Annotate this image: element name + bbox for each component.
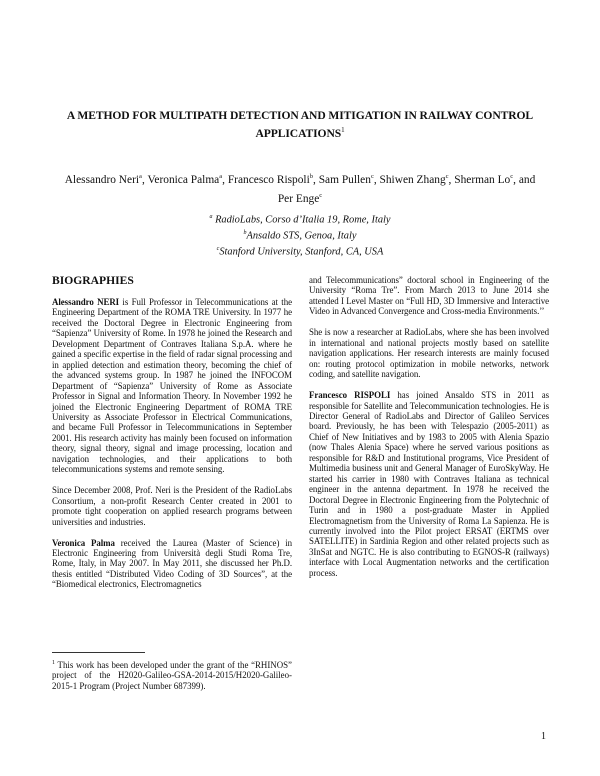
paragraph-text: and Telecommunications” doctoral school in Engineering of the University “Roma Tre”. From March 2013 to June 2014 she attended I Level Master on “Full HD, 3D Immersive and Interactive Video in Advanced Convergence and Cross-media Environments.’’ <box>309 275 549 317</box>
author-name: Per Enge <box>277 192 320 205</box>
bio-name: Veronica Palma <box>52 537 115 548</box>
paragraph <box>52 485 292 527</box>
paragraph-text: Since December 2008, Prof. Neri is the President of the RadioLabs Consortium, a non-profit Research Center created in 2001 to promote tight cooperation on applied research programs between universities and industries. <box>52 485 292 527</box>
paragraph-text: is Full Professor in Telecommunications at the Engineering Department of the ROMA TRE University. In 1977 he received the Doctoral Degree in Electronic Engineering from “Sapienza” University of Rome. In 1978 he joined the Research and Development Department of Contraves Italiana S.p.A. where he gained a specific expertise in the field of radar signal processing and in applied detection and estimation theory, becoming the chief of the advanced systems group. In 1987 he joined the INFOCOM Department of “Sapienza” University of Rome as Associate Professor in Signal and Information Theory. In November 1992 he joined the Electronic Engineering Department of ROMA TRE University as Associate Professor in Electrical Communications, and became Full Professor in Telecommunications in September 2001. His research activity has mainly been focused on information theory, signal theory, signal and image processing, location and navigation technologies, and their applications to both telecommunications systems and remote sensing. <box>52 297 292 475</box>
author-name: Sam Pullen <box>318 173 371 186</box>
paragraph-text: She is now a researcher at RadioLabs, where she has been involved in international and national projects mostly based on satellite navigation applications. Her research interests are mainly focused on: routing protocol optimization in mobile networks, network coding, and satellite navigation. <box>309 327 549 380</box>
paragraph-text: received the Laurea (Master of Science) in Electronic Engineering from Università degli Studi Roma Tre, Rome, Italy, in May 2007. In May 2011, she discussed her Ph.D. thesis entitled “Distributed Video Coding of 3D Sources”, at the “Biomedical electronics, Electromagnetics <box>52 537 293 590</box>
affiliation-mark: a <box>209 214 213 220</box>
author-affiliation-mark: c <box>445 173 449 180</box>
bio-name: Alessandro NERI <box>52 297 120 307</box>
title-text: A METHOD FOR MULTIPATH DETECTION AND MITIGATION IN RAILWAY CONTROL APPLICATIONS <box>66 109 534 140</box>
author-affiliation-mark: a <box>139 173 142 180</box>
author-name: Alessandro Neri <box>64 173 140 186</box>
author-name: Francesco Rispoli <box>227 173 310 186</box>
footnote <box>52 658 292 691</box>
paragraph-text: has joined Ansaldo STS in 2011 as responsible for Satellite and Telecommunication technologies. He is Director General of RadioLabs and Director of Galileo Services board. Previously, he has been with Telespazio (2005-2011) as Chief of New Initiatives and by 1983 to 2005 with Alenia Spazio (now Thales Alenia Space) where he served various positions as responsible for R&D and Institutional programs, Vice President of Multimedia business unit and General Manager of EuroSkyWay. He started his carrier in 1980 with Contraves Italiana as technical engineer in the antenna department. In 1978 he received the Doctoral Degree in Electronic Engineering from the Polytechnic of Turin and in 1980 a post-graduate Master in Applied Electromagnetism from the University of Roma La Sapienza. He is currently involved into the Pilot project ERSAT (ERTMS over SATELLITE) in Sardinia Region and other related projects such as 3InSat and NGTC. He is also contributing to EGNOS-R (railways) interface with Local Augmentation networks and the certification process. <box>309 390 549 578</box>
affiliation-text: RadioLabs, Corso d’Italia 19, Rome, Italy <box>215 214 391 226</box>
author-affiliation-mark: c <box>510 173 514 180</box>
affiliation-mark: c <box>216 245 220 252</box>
affiliation-text: Stanford University, Stanford, CA, USA <box>219 246 384 258</box>
paragraph <box>309 275 549 317</box>
paragraph <box>309 390 549 578</box>
affiliation-list <box>100 211 500 259</box>
paper-title <box>50 109 550 141</box>
author-name: Veronica Palma <box>147 173 220 186</box>
author-affiliation-mark: b <box>309 173 314 180</box>
affiliation-line <box>100 227 500 243</box>
paragraph <box>52 297 292 475</box>
author-list: Alessandro Neri$^a$, Veronica Palma$^a$, Francesco Rispoli$^b$, Sam Pullen$^c$, Shiwen Zhang$^c$, Sherman Lo$^c$, and Per Enge$^c$ <box>64 173 536 205</box>
author-name: Shiwen Zhang <box>379 173 446 186</box>
affiliation-line <box>100 243 500 259</box>
affiliation-text: Ansaldo STS, Genoa, Italy <box>246 230 357 242</box>
paragraph <box>309 327 549 379</box>
author-affiliation-mark: a <box>219 173 223 180</box>
author-name: Sherman Lo <box>454 173 511 186</box>
author-affiliation-mark: c <box>370 173 374 180</box>
section-heading: BIOGRAPHIES <box>52 274 134 287</box>
title-footnote-mark: 1 <box>341 126 345 134</box>
footnote-separator <box>52 652 145 653</box>
author-affiliation-mark: c <box>319 191 323 199</box>
paragraph <box>52 538 292 590</box>
footnote-text: This work has been developed under the grant of the “RHINOS” project of the H2020-Galileo-GSA-2014-2015/H2020-Galileo-2015-1 Program (Project Number 687399). <box>52 659 292 691</box>
left-column <box>52 297 292 600</box>
footnote-mark: 1 <box>52 660 55 666</box>
right-column <box>309 275 549 589</box>
affiliation-mark: b <box>243 229 247 236</box>
affiliation-line <box>100 211 500 227</box>
page-number: 1 <box>541 731 546 742</box>
bio-name: Francesco RISPOLI <box>309 390 391 401</box>
